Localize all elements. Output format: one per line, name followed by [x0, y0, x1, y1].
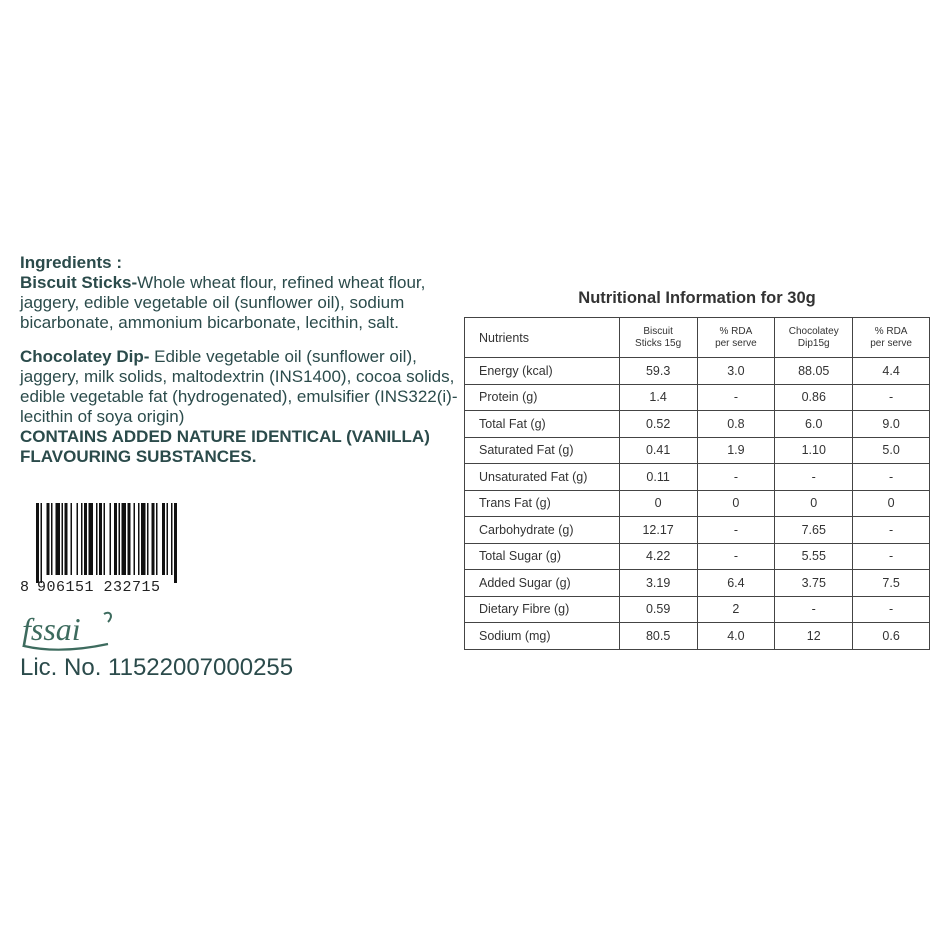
nutrient-value: - — [775, 596, 853, 623]
nutrient-value: 12 — [775, 623, 853, 650]
nutrient-value: 0.6 — [853, 623, 930, 650]
nutrient-value: 0 — [619, 490, 697, 517]
nutrient-name: Energy (kcal) — [465, 358, 620, 385]
biscuit-text: Whole wheat flour, refined wheat flour, jaggery, edible vegetable oil (sunflower oil), sodium bicarbonate, ammonium bicarbonate, lecithin, salt. — [20, 273, 426, 332]
nutrient-value: 7.5 — [853, 570, 930, 597]
nutrient-value: 1.10 — [775, 437, 853, 464]
header-chocolatey-dip: Chocolatey Dip15g — [775, 318, 853, 358]
table-row — [465, 384, 930, 411]
nutrient-value: - — [697, 384, 775, 411]
barcode — [20, 503, 216, 597]
ingredients-block — [20, 253, 460, 467]
nutrient-value: 3.75 — [775, 570, 853, 597]
nutrient-value: 4.22 — [619, 543, 697, 570]
ingredients-heading: Ingredients : — [20, 253, 123, 272]
table-row — [465, 596, 930, 623]
nutrient-value: 0 — [853, 490, 930, 517]
table-row — [465, 490, 930, 517]
nutrient-value: 1.4 — [619, 384, 697, 411]
nutrient-value: - — [697, 543, 775, 570]
nutrient-value: 59.3 — [619, 358, 697, 385]
nutrient-value: 3.19 — [619, 570, 697, 597]
header-biscuit-sticks: Biscuit Sticks 15g — [619, 318, 697, 358]
nutrition-table — [464, 317, 930, 650]
license-number: Lic. No. 11522007000255 — [20, 654, 294, 681]
nutrient-value: 5.0 — [853, 437, 930, 464]
table-row — [465, 411, 930, 438]
nutrient-value: - — [853, 517, 930, 544]
nutrient-name: Saturated Fat (g) — [465, 437, 620, 464]
nutrient-value: - — [853, 596, 930, 623]
barcode-bars — [20, 503, 216, 583]
nutrient-value: 1.9 — [697, 437, 775, 464]
nutrient-name: Added Sugar (g) — [465, 570, 620, 597]
nutrient-value: 6.0 — [775, 411, 853, 438]
nutrient-value: 12.17 — [619, 517, 697, 544]
nutrient-name: Total Fat (g) — [465, 411, 620, 438]
nutrient-value: - — [853, 384, 930, 411]
nutrient-value: - — [697, 464, 775, 491]
nutrient-value: 0 — [697, 490, 775, 517]
nutrient-name: Unsaturated Fat (g) — [465, 464, 620, 491]
barcode-first-digit: 8 — [20, 579, 30, 596]
nutrition-header-row — [465, 318, 930, 358]
nutrient-value: 2 — [697, 596, 775, 623]
flavour-note: CONTAINS ADDED NATURE IDENTICAL (VANILLA) FLAVOURING SUBSTANCES. — [20, 427, 430, 466]
dip-text: Edible vegetable oil (sunflower oil), jaggery, milk solids, maltodextrin (INS1400), cocoa solids, edible vegetable fat (hydrogenated), emulsifier (INS322(i)- lecithin of soya origin) — [20, 347, 458, 426]
header-rda-biscuit: % RDA per serve — [697, 318, 775, 358]
biscuit-ingredients — [20, 273, 460, 333]
nutrient-value: 5.55 — [775, 543, 853, 570]
table-row — [465, 517, 930, 544]
nutrient-value: 88.05 — [775, 358, 853, 385]
nutrient-value: 0.8 — [697, 411, 775, 438]
nutrient-value: 3.0 — [697, 358, 775, 385]
nutrient-value: 4.4 — [853, 358, 930, 385]
biscuit-label: Biscuit Sticks- — [20, 273, 138, 292]
table-row — [465, 437, 930, 464]
nutrient-value: 0 — [775, 490, 853, 517]
header-rda-dip: % RDA per serve — [853, 318, 930, 358]
dip-ingredients — [20, 347, 460, 427]
nutrition-title: Nutritional Information for 30g — [578, 289, 816, 307]
nutrient-name: Protein (g) — [465, 384, 620, 411]
header-nutrients: Nutrients — [465, 318, 620, 358]
nutrient-value: 0.86 — [775, 384, 853, 411]
table-row — [465, 623, 930, 650]
table-row — [465, 358, 930, 385]
nutrient-name: Dietary Fibre (g) — [465, 596, 620, 623]
nutrient-name: Trans Fat (g) — [465, 490, 620, 517]
table-row — [465, 543, 930, 570]
nutrient-value: 7.65 — [775, 517, 853, 544]
dip-label: Chocolatey Dip- — [20, 347, 150, 366]
nutrient-value: 0.59 — [619, 596, 697, 623]
nutrient-value: - — [775, 464, 853, 491]
nutrient-value: 0.52 — [619, 411, 697, 438]
nutrient-value: - — [853, 464, 930, 491]
nutrient-name: Total Sugar (g) — [465, 543, 620, 570]
nutrient-value: - — [697, 517, 775, 544]
nutrient-value: - — [853, 543, 930, 570]
nutrient-value: 9.0 — [853, 411, 930, 438]
nutrient-value: 80.5 — [619, 623, 697, 650]
barcode-number: 906151 232715 — [37, 579, 161, 596]
nutrient-value: 0.41 — [619, 437, 697, 464]
nutrient-value: 4.0 — [697, 623, 775, 650]
nutrient-value: 6.4 — [697, 570, 775, 597]
table-row — [465, 570, 930, 597]
table-row — [465, 464, 930, 491]
nutrient-value: 0.11 — [619, 464, 697, 491]
fssai-logo — [20, 608, 120, 652]
nutrient-name: Carbohydrate (g) — [465, 517, 620, 544]
nutrient-name: Sodium (mg) — [465, 623, 620, 650]
svg-text:fssai: fssai — [22, 611, 81, 647]
